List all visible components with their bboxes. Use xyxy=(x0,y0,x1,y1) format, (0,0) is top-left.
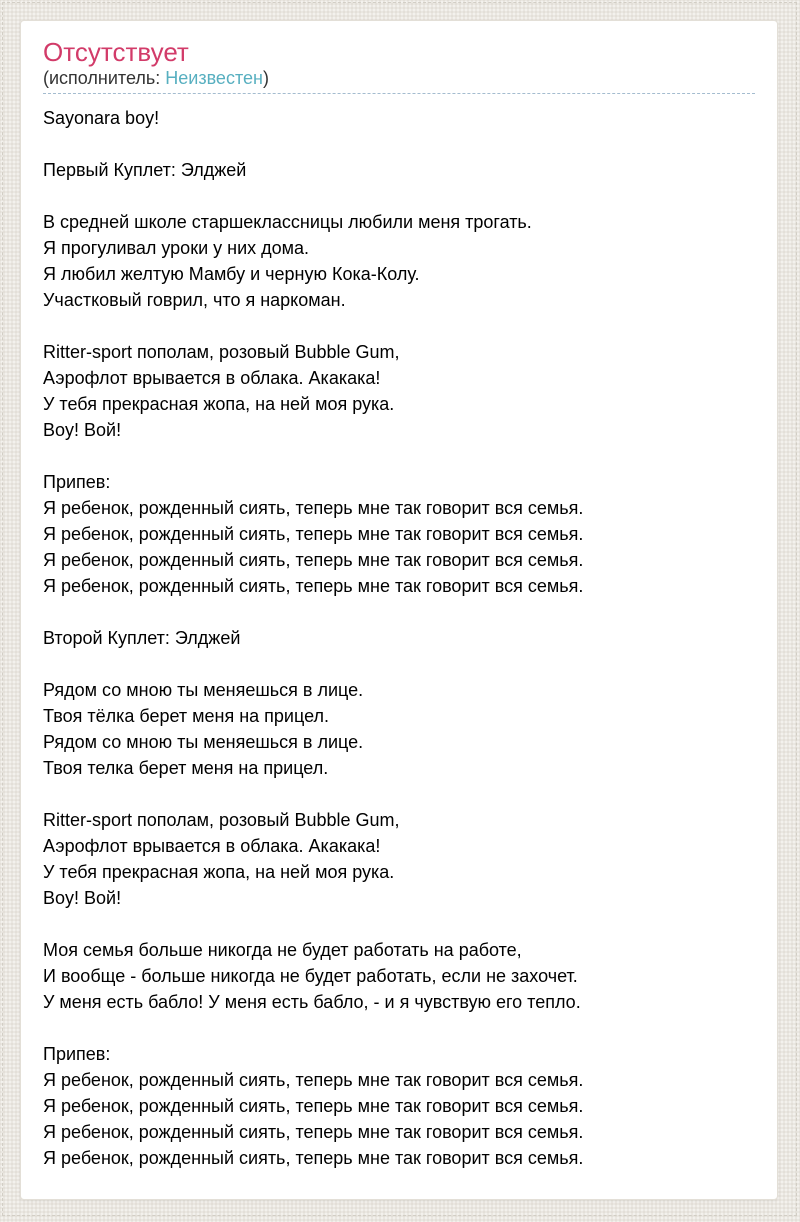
lyric-line: Второй Куплет: Элджей xyxy=(43,628,241,648)
lyric-line: Моя семья больше никогда не будет работать на работе, xyxy=(43,940,522,960)
lyric-line: Ritter-sport пополам, розовый Bubble Gum, xyxy=(43,810,400,830)
lyric-line: Sayonara boy! xyxy=(43,108,160,128)
artist-line xyxy=(43,68,755,89)
lyric-line: Я прогуливал уроки у них дома. xyxy=(43,238,310,258)
page-title: Отсутствует xyxy=(43,37,189,67)
stanza xyxy=(43,469,755,599)
lyric-line: Boy! Вой! xyxy=(43,420,122,440)
lyric-line: Boy! Вой! xyxy=(43,888,122,908)
lyric-line: Я ребенок, рожденный сиять, теперь мне так говорит вся семья. xyxy=(43,550,584,570)
lyric-line: Я любил желтую Мамбу и черную Кока-Колу. xyxy=(43,264,420,284)
lyric-line: Рядом со мною ты меняешься в лице. xyxy=(43,732,364,752)
lyric-line: Первый Куплет: Элджей xyxy=(43,160,247,180)
stanza xyxy=(43,677,755,781)
lyric-line: Я ребенок, рожденный сиять, теперь мне так говорит вся семья. xyxy=(43,1148,584,1168)
lyric-line: Аэрофлот врывается в облака. Акакака! xyxy=(43,368,381,388)
lyric-line: В средней школе старшеклассницы любили меня трогать. xyxy=(43,212,532,232)
lyric-line: Участковый говрил, что я наркоман. xyxy=(43,290,346,310)
header-separator xyxy=(43,93,755,94)
stanza xyxy=(43,937,755,1015)
lyric-line: Рядом со мною ты меняешься в лице. xyxy=(43,680,364,700)
stanza xyxy=(43,339,755,443)
stanza xyxy=(43,1041,755,1171)
lyric-line: Припев: xyxy=(43,1044,111,1064)
lyric-line: У меня есть бабло! У меня есть бабло, - и я чувствую его тепло. xyxy=(43,992,581,1012)
lyric-line: Я ребенок, рожденный сиять, теперь мне так говорит вся семья. xyxy=(43,1096,584,1116)
lyric-line: Твоя тёлка берет меня на прицел. xyxy=(43,706,330,726)
stanza xyxy=(43,209,755,313)
lyric-line: У тебя прекрасная жопа, на ней моя рука. xyxy=(43,394,395,414)
lyric-line: Припев: xyxy=(43,472,111,492)
lyric-line: Аэрофлот врывается в облака. Акакака! xyxy=(43,836,381,856)
stanza xyxy=(43,807,755,911)
artist-label-prefix: (исполнитель: xyxy=(43,68,166,88)
lyric-line: У тебя прекрасная жопа, на ней моя рука. xyxy=(43,862,395,882)
artist-link[interactable]: Неизвестен xyxy=(165,68,263,88)
lyric-line: Я ребенок, рожденный сиять, теперь мне так говорит вся семья. xyxy=(43,1070,584,1090)
stanza xyxy=(43,157,755,183)
lyric-line: Твоя телка берет меня на прицел. xyxy=(43,758,329,778)
lyrics-card xyxy=(20,20,778,1200)
lyric-line: Я ребенок, рожденный сиять, теперь мне так говорит вся семья. xyxy=(43,576,584,596)
lyric-line: Я ребенок, рожденный сиять, теперь мне так говорит вся семья. xyxy=(43,1122,584,1142)
lyric-line: Я ребенок, рожденный сиять, теперь мне так говорит вся семья. xyxy=(43,524,584,544)
lyric-line: Ritter-sport пополам, розовый Bubble Gum, xyxy=(43,342,400,362)
stanza xyxy=(43,105,755,131)
lyrics-text xyxy=(43,105,755,1171)
stanza xyxy=(43,625,755,651)
artist-label-suffix: ) xyxy=(262,68,269,88)
lyric-line: И вообще - больше никогда не будет работать, если не захочет. xyxy=(43,966,578,986)
lyric-line: Я ребенок, рожденный сиять, теперь мне так говорит вся семья. xyxy=(43,498,584,518)
